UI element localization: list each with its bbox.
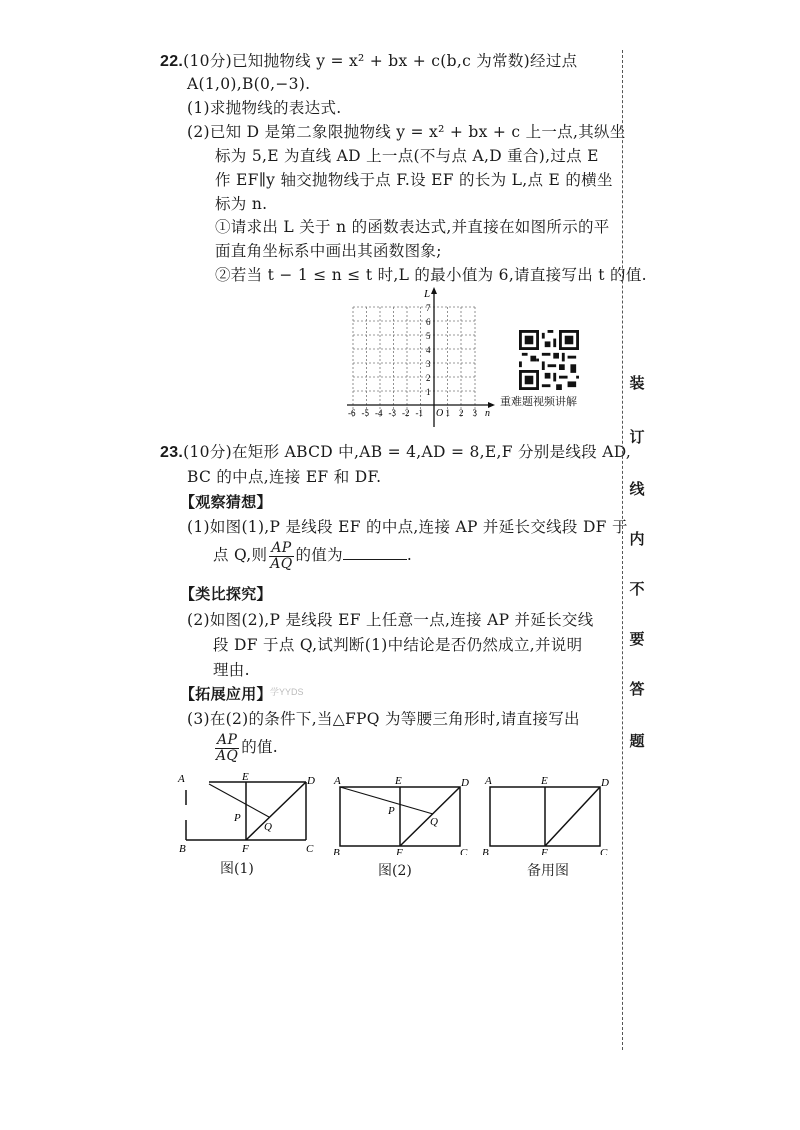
x-tick-label: -6 xyxy=(348,408,356,418)
binding-char: 线 xyxy=(629,480,645,498)
fraction-numerator: AP xyxy=(269,541,293,557)
x-tick-label: -1 xyxy=(415,408,423,418)
fig2-label-c: C xyxy=(460,847,468,855)
q23-part2-line2: 段 DF 于点 Q,试判断(1)中结论是否仍然成立,并说明 xyxy=(213,636,583,654)
q22-line1 xyxy=(160,50,577,73)
x-tick-label: -3 xyxy=(388,408,396,418)
y-axis-label: L xyxy=(424,288,431,300)
fig1-label-d: D xyxy=(307,775,315,787)
fig3-label-f: F xyxy=(541,847,548,855)
fig1-label-q: Q xyxy=(264,821,272,833)
fig1-label-c: C xyxy=(306,843,314,855)
q23-part2-line1: (2)如图(2),P 是线段 EF 上任意一点,连接 AP 并延长交线 xyxy=(187,611,594,629)
fraction-numerator-2: AP xyxy=(215,733,239,749)
fig3-label-e: E xyxy=(541,775,548,787)
y-tick-label: 4 xyxy=(426,345,431,355)
q22-part2-line4: 标为 n. xyxy=(215,195,268,213)
q23-line2: BC 的中点,连接 EF 和 DF. xyxy=(187,468,382,486)
q23-part1-line2: 点 Q,则 $\frac{AP}{AQ}$ 的值为 . xyxy=(213,539,413,572)
q22-sub1-line2: 面直角坐标系中画出其函数图象; xyxy=(215,242,442,260)
x-axis-label: n xyxy=(485,408,490,419)
figure-spare-caption: 备用图 xyxy=(527,863,569,879)
qr-caption: 重难题视频讲解 xyxy=(500,395,577,408)
binding-char: 要 xyxy=(629,630,645,648)
x-tick-label: -2 xyxy=(402,408,410,418)
q22-number: 22. xyxy=(160,53,184,70)
q23-line1 xyxy=(160,441,631,464)
binding-dashed-line xyxy=(622,50,623,1050)
x-tick-label: -5 xyxy=(361,408,369,418)
q22-part2-line2: 标为 5,E 为直线 AD 上一点(不与点 A,D 重合),过点 E xyxy=(215,147,599,165)
fig1-label-b: B xyxy=(179,843,186,855)
fig2-label-b: B xyxy=(333,847,340,855)
q22-part2-line1: (2)已知 D 是第二象限抛物线 y = x² + bx + c 上一点,其纵坐 xyxy=(187,123,626,141)
y-tick-label: 6 xyxy=(426,317,431,327)
grid-lines xyxy=(353,307,475,419)
fig1-label-a: A xyxy=(178,773,185,785)
fig3-label-c: C xyxy=(600,847,608,855)
q23-part1-line1: (1)如图(1),P 是线段 EF 的中点,连接 AP 并延长交线段 DF 于 xyxy=(187,518,628,536)
binding-char: 装 xyxy=(629,374,645,392)
origin-label: O xyxy=(436,408,444,419)
fig2-label-a: A xyxy=(334,775,341,787)
q23-part1-suffix: 的值为 xyxy=(295,546,343,564)
fig3-label-b: B xyxy=(482,847,489,855)
section-observe-heading: 【观察猜想】 xyxy=(180,493,272,511)
fig2-label-e: E xyxy=(395,775,402,787)
figure-2 xyxy=(330,770,475,855)
binding-char: 内 xyxy=(629,530,645,548)
y-tick-labels xyxy=(426,303,431,397)
x-tick-label: 3 xyxy=(472,408,477,418)
q23-part3-line1: (3)在(2)的条件下,当△FPQ 为等腰三角形时,请直接写出 xyxy=(187,710,580,728)
q23-part1-prefix: 点 Q,则 xyxy=(213,546,268,564)
fig2-label-d: D xyxy=(461,777,469,789)
figure-1-caption: 图(1) xyxy=(220,861,254,877)
fig3-label-a: A xyxy=(485,775,492,787)
fig2-label-q: Q xyxy=(430,816,438,828)
q22-part2-line3: 作 EF∥y 轴交抛物线于点 F.设 EF 的长为 L,点 E 的横坐 xyxy=(215,171,613,189)
y-tick-label: 1 xyxy=(426,387,431,397)
fig1-label-e: E xyxy=(242,771,249,783)
binding-char: 不 xyxy=(629,580,645,598)
figure-2-caption: 图(2) xyxy=(378,863,412,879)
y-tick-label: 5 xyxy=(426,331,431,341)
fraction-ap-aq-2 xyxy=(215,733,239,764)
watermark-text: 学YYDS xyxy=(270,687,304,697)
x-tick-label: 2 xyxy=(459,408,464,418)
coordinate-grid xyxy=(345,285,500,430)
x-tick-label: 1 xyxy=(445,408,450,418)
fraction-ap-aq xyxy=(269,541,293,572)
fig2-label-p: P xyxy=(388,805,395,817)
q23-number: 23. xyxy=(160,444,184,461)
figure-spare xyxy=(480,770,615,855)
y-tick-label: 3 xyxy=(426,359,431,369)
q22-sub1-line1: ①请求出 L 关于 n 的函数表达式,并直接在如图所示的平 xyxy=(215,218,610,236)
y-tick-label: 7 xyxy=(426,303,431,313)
fraction-denominator: AQ xyxy=(270,555,293,572)
figure-1 xyxy=(175,770,320,855)
fig2-label-f: F xyxy=(396,847,403,855)
q23-part3-line2 xyxy=(213,730,278,764)
qr-code-image xyxy=(519,330,579,390)
q22-part1: (1)求抛物线的表达式. xyxy=(187,99,342,117)
y-axis-arrow xyxy=(431,287,437,294)
fraction-denominator-2: AQ xyxy=(216,747,239,764)
q23-part2-line3: 理由. xyxy=(213,661,250,679)
q23-text-1: (10分)在矩形 ABCD 中,AB = 4,AD = 8,E,F 分别是线段 AD, xyxy=(183,443,632,461)
x-tick-labels xyxy=(348,408,478,418)
y-tick-label: 2 xyxy=(426,373,431,383)
x-tick-label: -4 xyxy=(375,408,383,418)
binding-char: 答 xyxy=(629,680,645,698)
fig1-label-p: P xyxy=(234,812,241,824)
binding-char: 订 xyxy=(629,428,645,446)
q22-sub2: ②若当 t − 1 ≤ n ≤ t 时,L 的最小值为 6,请直接写出 t 的值. xyxy=(215,266,647,284)
fig1-label-f: F xyxy=(242,843,249,855)
answer-blank[interactable] xyxy=(343,545,407,560)
q23-part3-suffix: 的值. xyxy=(241,738,279,756)
q22-line2: A(1,0),B(0,−3). xyxy=(187,75,311,93)
fig3-label-d: D xyxy=(601,777,609,789)
q22-text-1: (10分)已知抛物线 y = x² + bx + c(b,c 为常数)经过点 xyxy=(183,52,578,70)
binding-char: 题 xyxy=(629,732,645,750)
section-analogy-heading: 【类比探究】 xyxy=(180,585,272,603)
section-extension-heading: 【拓展应用】 xyxy=(180,685,272,703)
